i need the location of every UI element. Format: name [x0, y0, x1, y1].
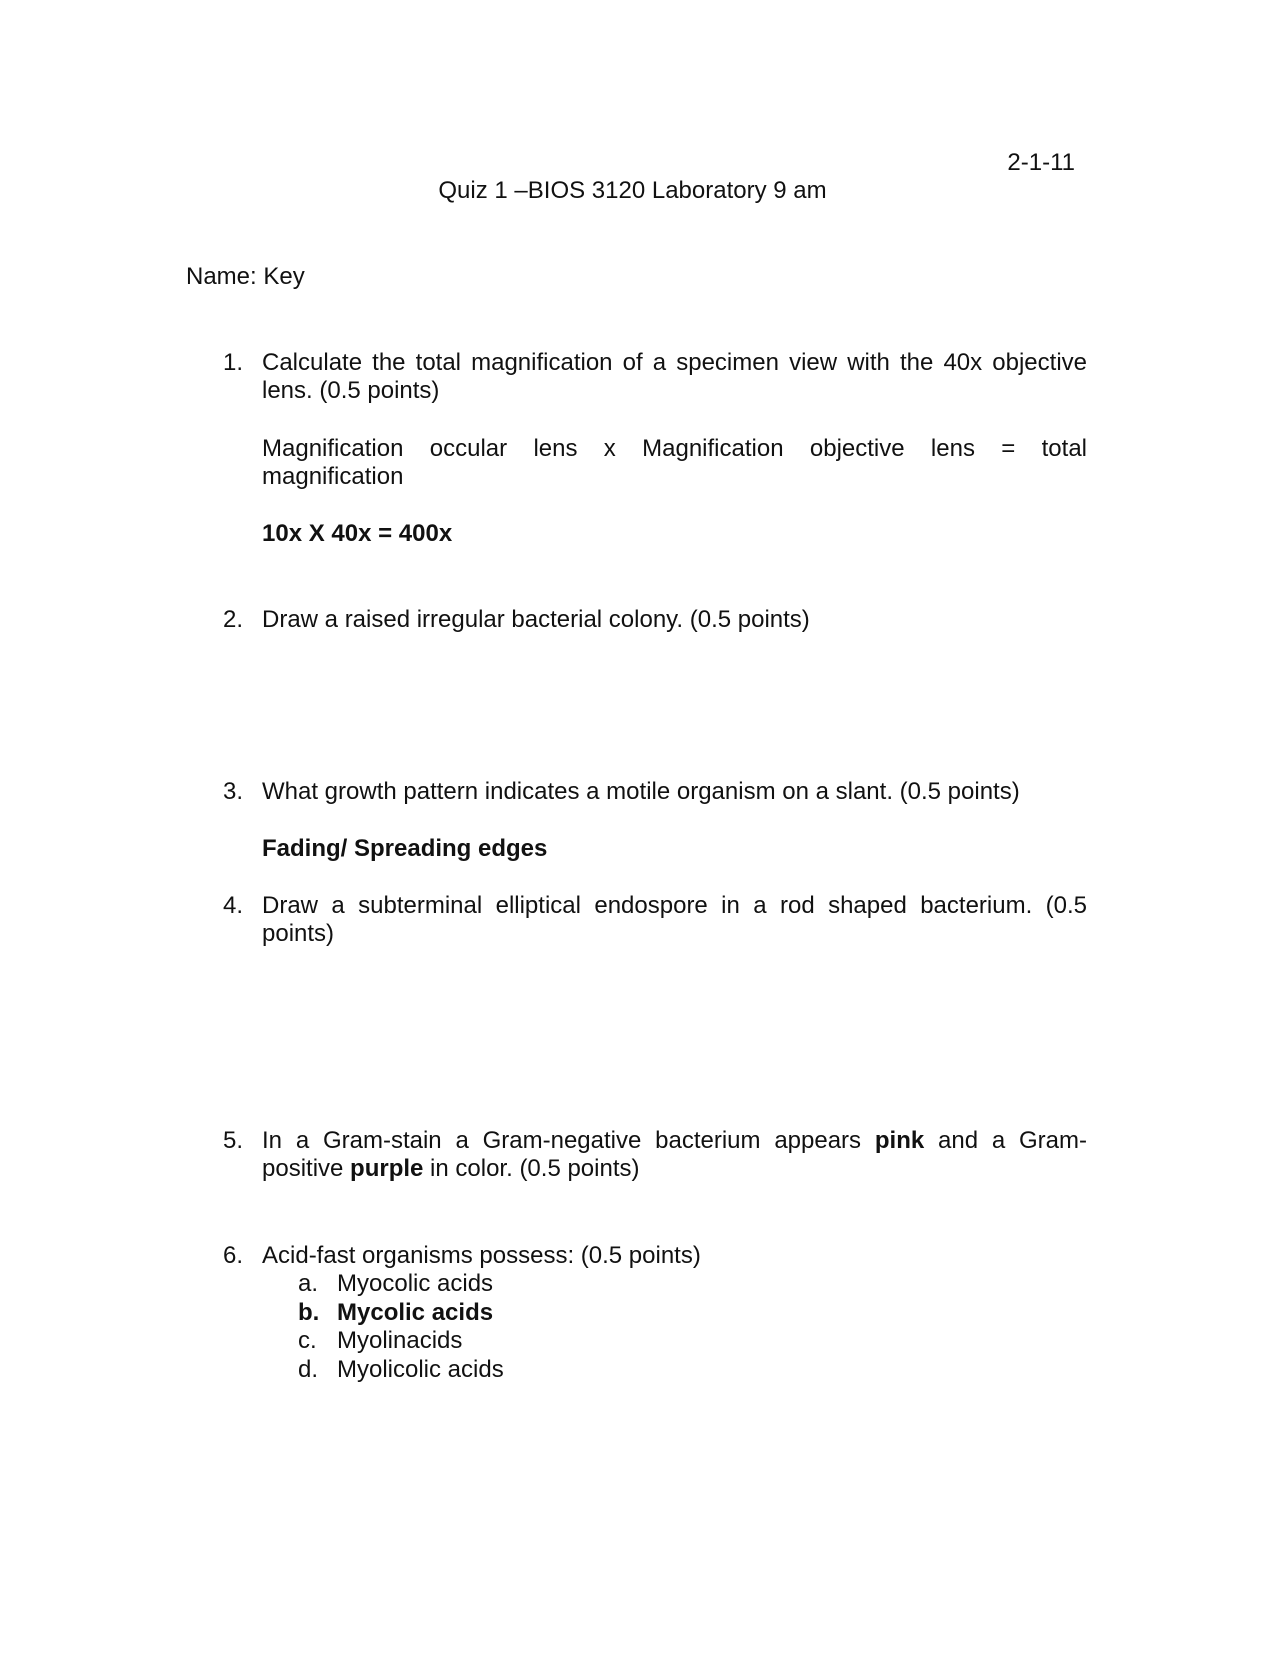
option-text: Myocolic acids [337, 1270, 494, 1297]
question-text: Draw a raised irregular bacterial colony. (0.5 points) [262, 606, 810, 633]
question-number: 2. [223, 606, 244, 633]
option-text-correct: Mycolic acids [337, 1299, 494, 1326]
question-text-part2: and a Gram-positive [262, 1127, 1087, 1182]
option-text: Myolinacids [337, 1327, 463, 1354]
option-letter: d. [298, 1356, 319, 1383]
option-letter-correct: b. [298, 1299, 320, 1326]
answer-text: 10x X 40x = 400x [262, 520, 453, 547]
question-text: What growth pattern indicates a motile organism on a slant. (0.5 points) [262, 778, 1020, 805]
quiz-date: 2-1-11 [1007, 149, 1075, 176]
question-text-part3: in color. (0.5 points) [423, 1155, 640, 1182]
answer-purple: purple [350, 1155, 424, 1182]
question-number: 4. [223, 892, 244, 919]
question-number: 3. [223, 778, 244, 805]
question-text: Calculate the total magnification of a specimen view with the 40x objective lens. (0.5 points) [262, 349, 1087, 404]
name-label: Name: Key [186, 263, 305, 290]
option-letter: c. [298, 1327, 317, 1354]
question-text: Acid-fast organisms possess: (0.5 points) [262, 1242, 701, 1269]
answer-pink: pink [874, 1127, 925, 1154]
question-text [262, 1127, 1087, 1183]
question-text-part1: In a Gram-stain a Gram-negative bacterium appears [262, 1127, 875, 1154]
question-text: Draw a subterminal elliptical endospore in a rod shaped bacterium. (0.5 points) [262, 892, 1087, 947]
option-letter: a. [298, 1270, 319, 1297]
question-number: 1. [223, 349, 244, 376]
answer-text: Fading/ Spreading edges [262, 835, 548, 862]
quiz-title: Quiz 1 –BIOS 3120 Laboratory 9 am [438, 177, 827, 204]
formula-line: Magnification occular lens x Magnification objective lens = total [262, 435, 1087, 462]
question-number: 6. [223, 1242, 244, 1269]
question-number: 5. [223, 1127, 244, 1154]
option-text: Myolicolic acids [337, 1356, 504, 1383]
formula-continuation: magnification [262, 463, 404, 490]
